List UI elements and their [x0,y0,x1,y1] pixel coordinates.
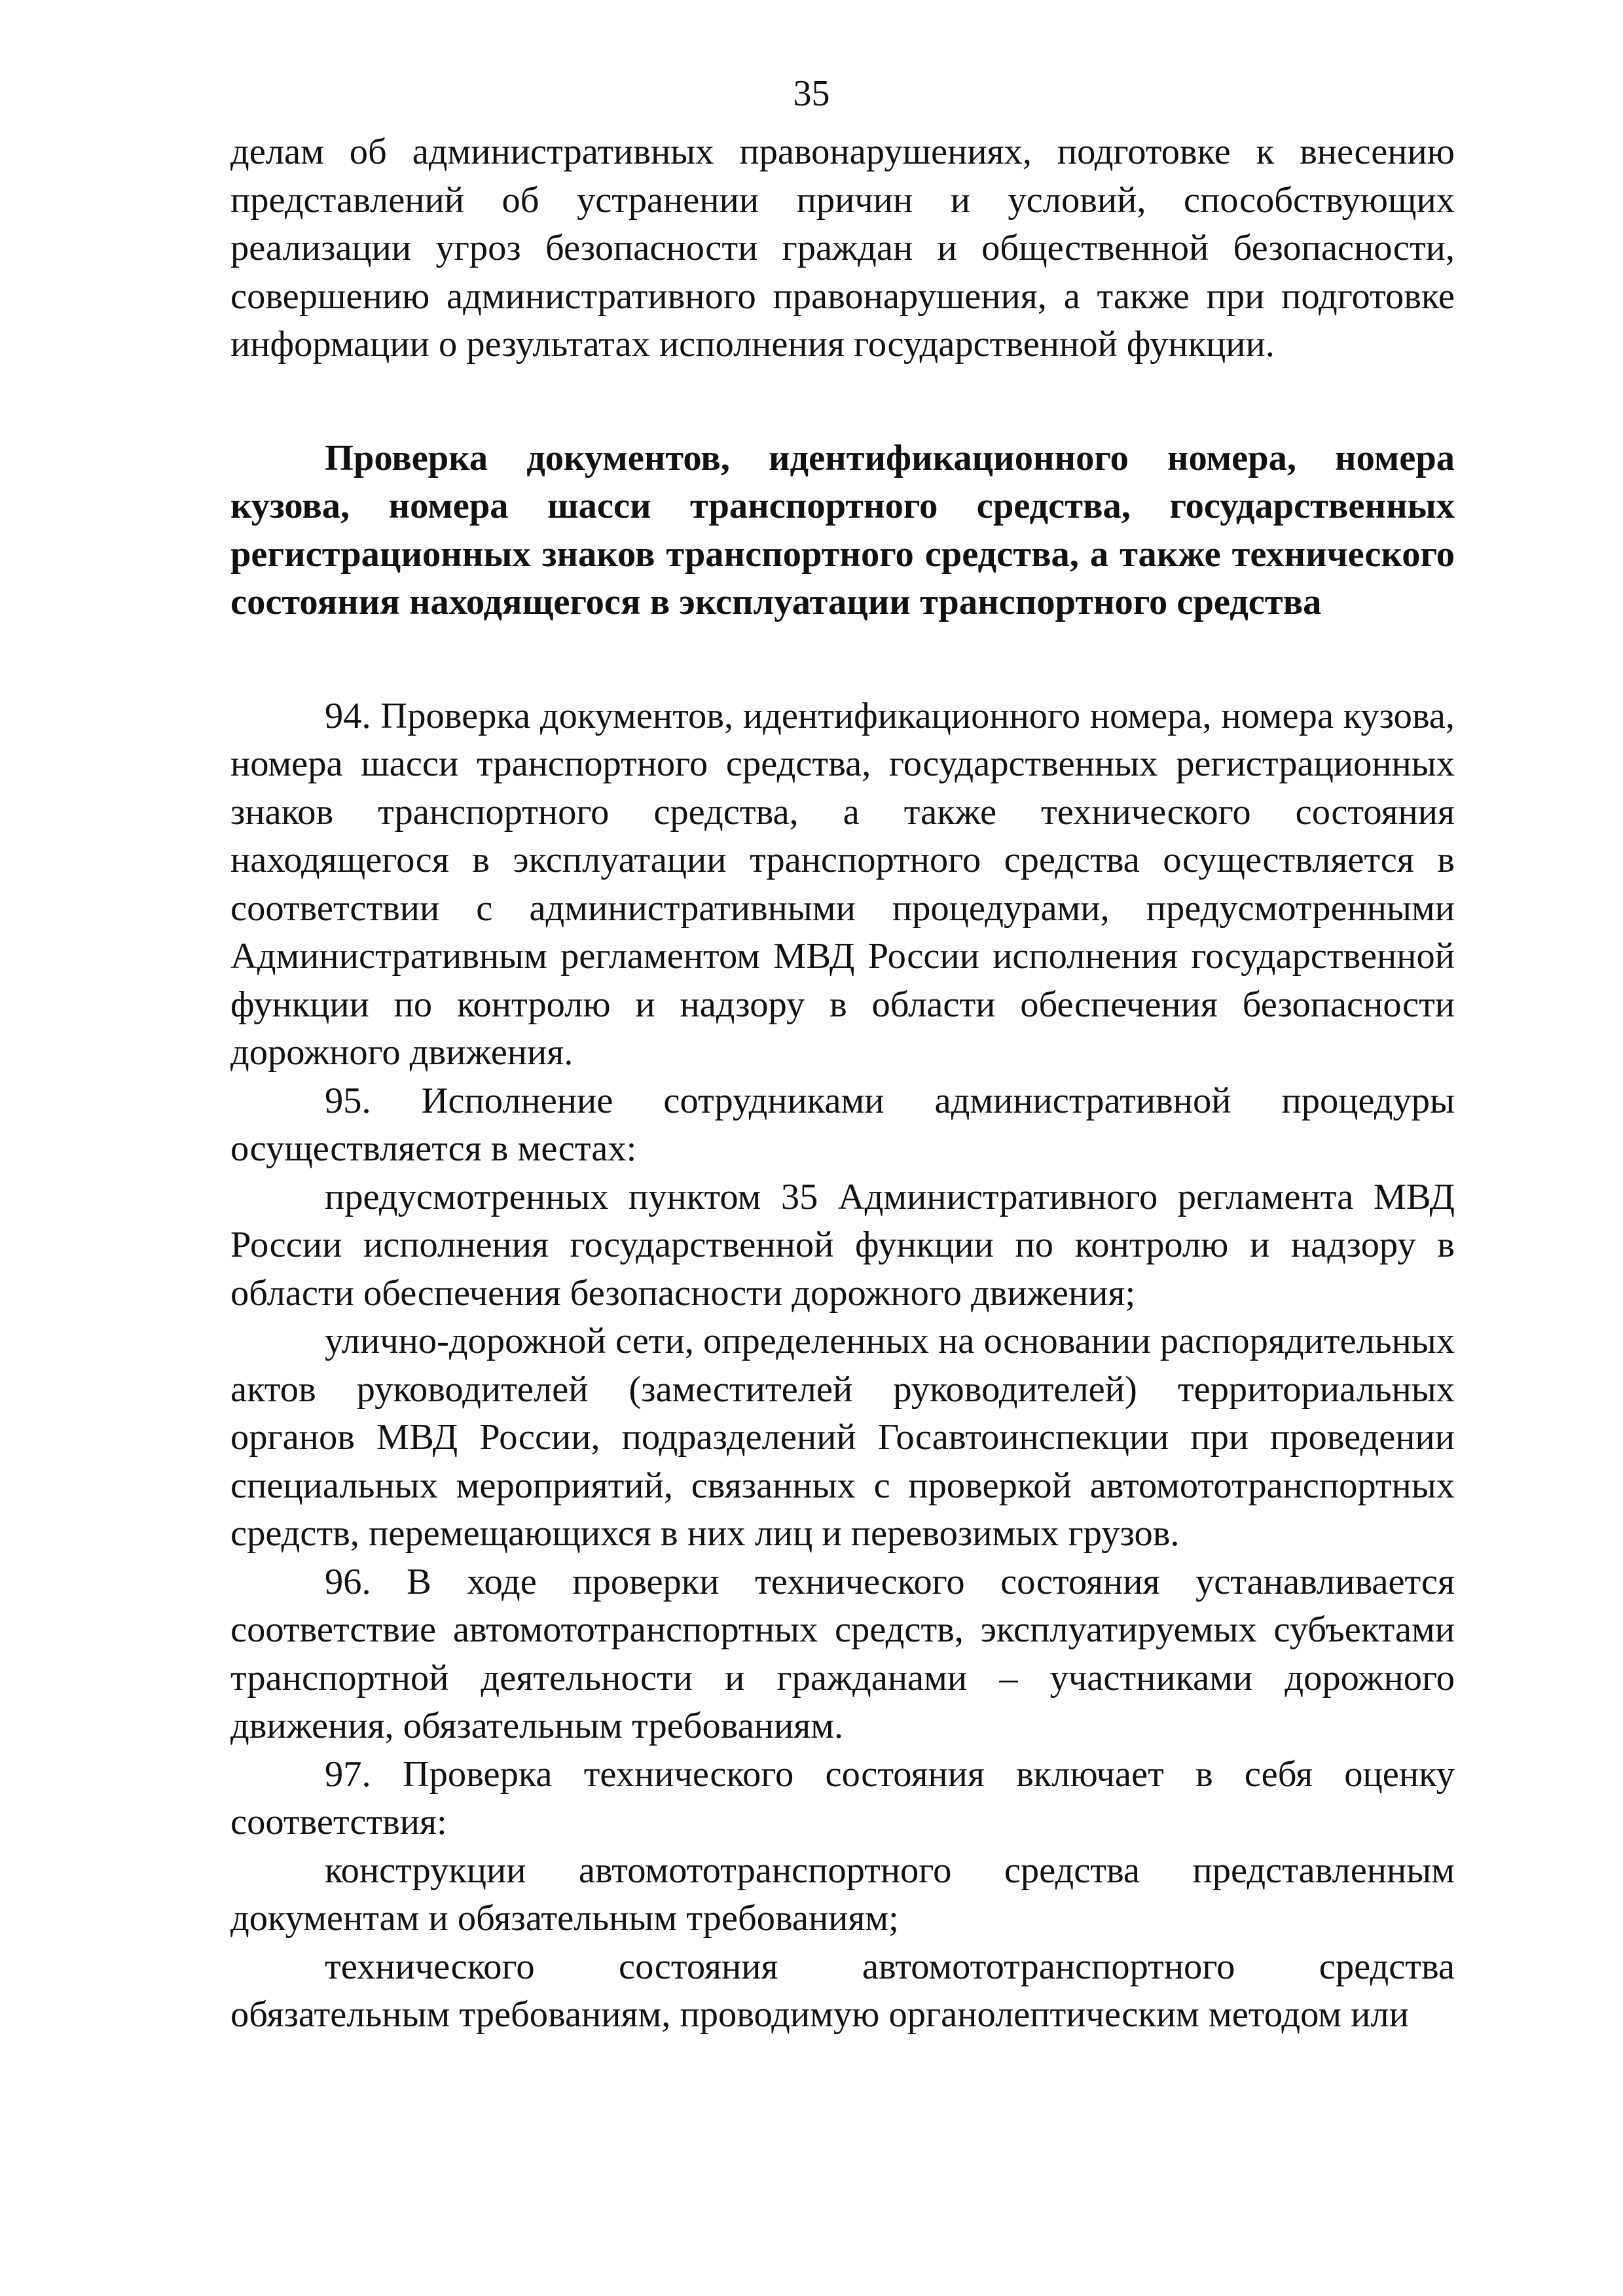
paragraph-intro-continuation: делам об административных правонарушениях, подготовке к внесению представлений об устранении причин и условий, способствующих реализации угроз безопасности граждан и общественной безопасности, совершению административного правонарушения, а также при подготовке информации о результатах исполнения государственной функции. [230,132,1455,365]
paragraph-94: 94. Проверка документов, идентификационного номера, номера кузова, номера шасси транспортного средства, государственных регистрационных знаков транспортного средства, а также технического состояния находящегося в эксплуатации транспортного средства осуществляется в соответствии с административными процедурами, предусмотренными Административным регламентом МВД России исполнения государственной функции по контролю и надзору в области обеспечения безопасности дорожного движения. [230,695,1455,1073]
paragraph-97-item-a: конструкции автомототранспортного средства представленным документам и обязательным требованиям; [230,1850,1455,1939]
paragraph-97: 97. Проверка технического состояния включает в себя оценку соответствия: [230,1753,1455,1842]
paragraph-96: 96. В ходе проверки технического состояния устанавливается соответствие автомототранспортных средств, эксплуатируемых субъектами транспортной деятельности и гражданами – участниками дорожного движения, обязательным требованиям. [230,1561,1455,1746]
paragraph-97-item-b: технического состояния автомототранспортного средства обязательным требованиям, проводимую органолептическим методом или [230,1946,1455,2035]
section-heading: Проверка документов, идентификационного номера, номера кузова, номера шасси транспортного средства, государственных регистрационных знаков транспортного средства, а также технического состояния находящегося в эксплуатации транспортного средства [230,437,1455,622]
document-body [230,128,1455,2039]
paragraph-95-item-b: улично-дорожной сети, определенных на основании распорядительных актов руководителей (заместителей руководителей) территориальных органов МВД России, подразделений Госавтоинспекции при проведении специальных мероприятий, связанных с проверкой автомототранспортных средств, перемещающихся в них лиц и перевозимых грузов. [230,1321,1455,1554]
page-number: 35 [793,73,830,114]
paragraph-95-item-a: предусмотренных пунктом 35 Административного регламента МВД России исполнения государственной функции по контролю и надзору в области обеспечения безопасности дорожного движения; [230,1176,1455,1314]
paragraph-95: 95. Исполнение сотрудниками административной процедуры осуществляется в местах: [230,1080,1455,1169]
